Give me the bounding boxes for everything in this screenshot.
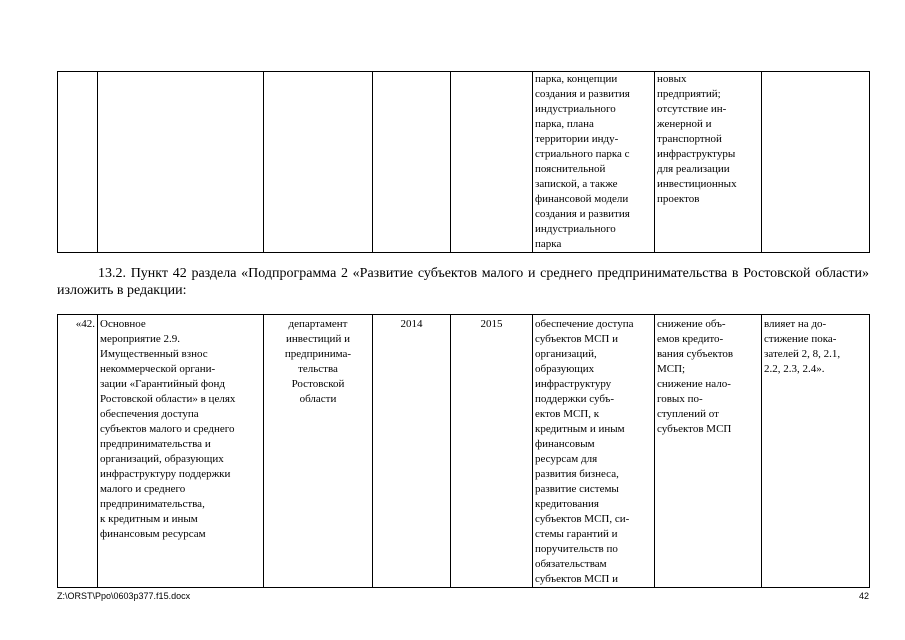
table-row xyxy=(58,315,870,588)
table-cell-end-year xyxy=(451,72,533,253)
table-cell-measure xyxy=(98,72,264,253)
table-cell-consequences: снижение объ- емов кредито- вания субъектов МСП; снижение нало- говых по- ступлений от субъектов МСП xyxy=(655,315,762,588)
table-cell-end-year: 2015 xyxy=(451,315,533,588)
footer-file-path: Z:\ORST\Ppo\0603p377.f15.docx xyxy=(57,591,191,601)
table-cell-consequences: новых предприятий; отсутствие ин- женерной и транспортной инфраструктуры для реализации инвестиционных проектов xyxy=(655,72,762,253)
table-row xyxy=(58,72,870,253)
table-cell-expected-result: обеспечение доступа субъектов МСП и организаций, образующих инфраструктуру поддержки субъ- ектов МСП, к кредитным и иным финансовым ресурсам для развития бизнеса, развитие системы кредитования субъектов МСП, си- стемы гарантий и поручительств по обязательствам субъектов МСП и xyxy=(533,315,655,588)
table-cell-executor xyxy=(264,72,373,253)
table-cell-start-year xyxy=(373,72,451,253)
amendment-paragraph: 13.2. Пункт 42 раздела «Подпрограмма 2 «Развитие субъектов малого и среднего предпринимательства в Ростовской области» изложить в редакции: xyxy=(57,266,869,298)
measures-table-amended-row xyxy=(57,314,870,588)
table-cell-indicators: влияет на до- стижение пока- зателей 2, 8, 2.1, 2.2, 2.3, 2.4». xyxy=(762,315,870,588)
footer-page-number: 42 xyxy=(858,591,869,601)
table-cell-executor: департамент инвестиций и предпринима- тельства Ростовской области xyxy=(264,315,373,588)
table-cell-expected-result: парка, концепции создания и развития индустриального парка, плана территории инду- стриального парка с пояснительной запиской, а также финансовой модели создания и развития индустриального парка xyxy=(533,72,655,253)
measures-table-continuation xyxy=(57,71,870,253)
table-cell-start-year: 2014 xyxy=(373,315,451,588)
table-cell-indicators xyxy=(762,72,870,253)
table-cell-measure: Основное мероприятие 2.9. Имущественный взнос некоммерческой органи- зации «Гарантийный фонд Ростовской области» в целях обеспечения доступа субъектов малого и среднего предпринимательства и организаций, образующих инфраструктуру поддержки малого и среднего предпринимательства, к кредитным и иным финансовым ресурсам xyxy=(98,315,264,588)
table-cell-number xyxy=(58,72,98,253)
table-cell-number: «42. xyxy=(58,315,98,588)
